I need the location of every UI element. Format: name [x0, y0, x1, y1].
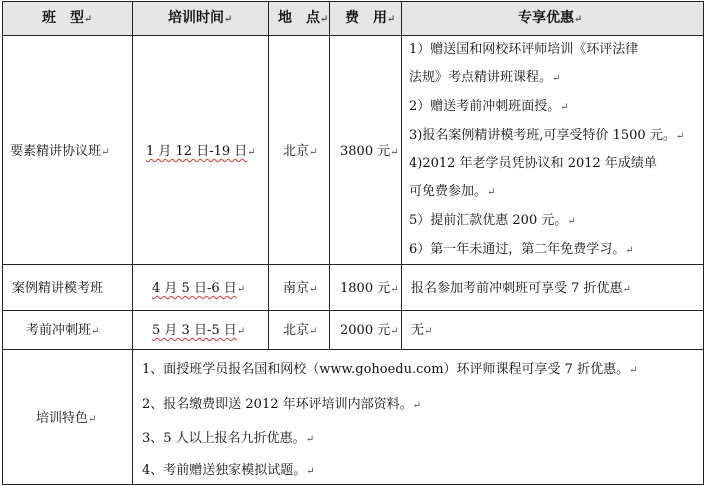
feature-item: 2、报名缴费即送 2012 年环评培训内部资料。↵ [142, 397, 422, 412]
row2-class-name: 案例精讲模考班 [12, 281, 104, 296]
feature-item: 1、面授班学员报名国和网校（www.gohoedu.com）环评师课程可享受 7 折优惠。↵ [142, 362, 638, 377]
benefit-line: 2）赠送考前冲刺班面授。↵ [409, 99, 569, 114]
benefit-line: 4)2012 年老学员凭协议和 2012 年成绩单 [409, 156, 657, 171]
benefit-line: 1）赠送国和网校环评师培训《环评法律 [409, 42, 639, 57]
header-fee: 费 用↵ [345, 10, 396, 26]
benefit-line: 5）提前汇款优惠 200 元。↵ [409, 213, 576, 228]
row3-benefits: 无↵ [411, 323, 433, 338]
benefit-line: 3)报名案例精讲模考班,可享受特价 1500 元。↵ [409, 128, 685, 143]
feature-item: 3、5 人以上报名九折优惠。↵ [142, 431, 315, 446]
benefit-line: 可免费参加。↵ [409, 184, 496, 199]
header-benefits: 专享优惠↵ [518, 10, 583, 26]
row1-fee: 3800 元↵ [340, 144, 399, 159]
row2-time: 4 月 5 日-6 日↵ [152, 281, 246, 296]
row2-location: 南京↵ [283, 281, 318, 296]
header-class-type: 班 型↵ [42, 10, 93, 26]
row3-class-name: 考前冲刺班↵ [26, 323, 100, 338]
row3-location: 北京↵ [283, 323, 318, 338]
row1-class-name: 要素精讲协议班↵ [10, 144, 110, 159]
features-label: 培训特色↵ [36, 411, 97, 426]
row1-location: 北京↵ [283, 144, 318, 159]
row1-time: 1 月 12 日-19 日↵ [146, 144, 256, 159]
row3-fee: 2000 元↵ [340, 323, 399, 338]
row2-benefits: 报名参加考前冲刺班可享受 7 折优惠↵ [411, 281, 631, 296]
header-location: 地 点↵ [278, 10, 329, 26]
row3-time: 5 月 3 日-5 日↵ [152, 323, 246, 338]
benefit-line: 法规》考点精讲班课程。↵ [409, 70, 561, 85]
benefit-line: 6）第一年未通过，第二年免费学习。↵ [409, 242, 634, 257]
feature-item: 4、考前赠送独家模拟试题。↵ [142, 463, 315, 478]
header-training-time: 培训时间↵ [168, 10, 233, 26]
row2-fee: 1800 元↵ [340, 281, 399, 296]
